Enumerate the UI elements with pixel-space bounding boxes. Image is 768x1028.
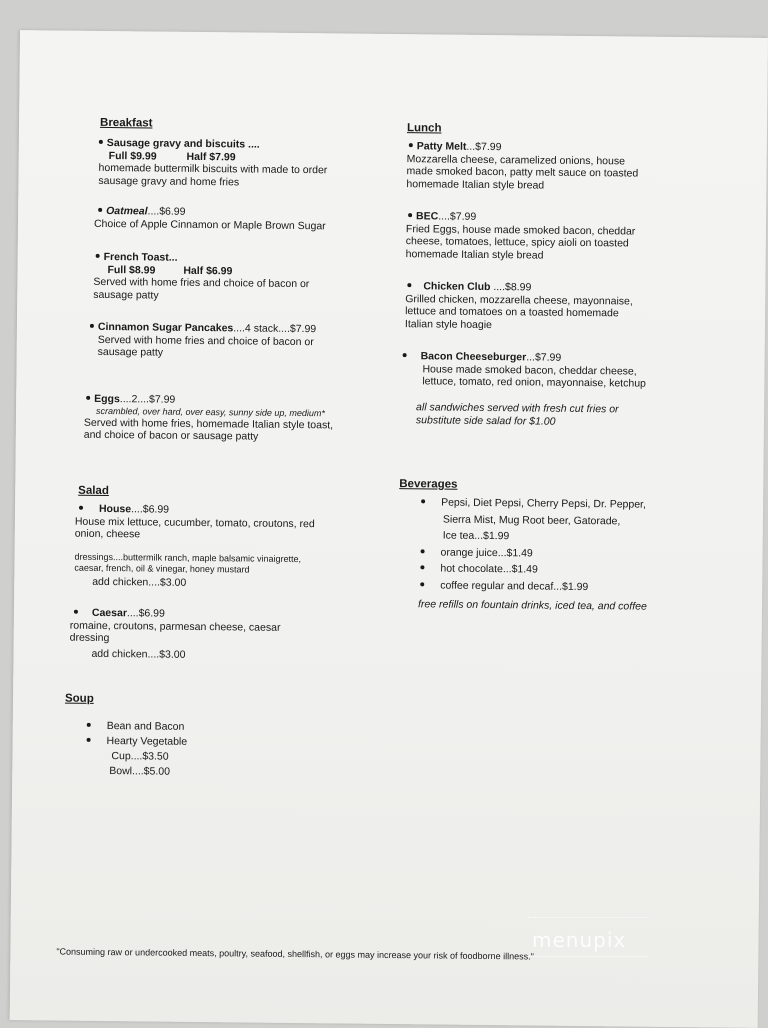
list-item: Bean and Bacon <box>87 719 188 735</box>
lunch-heading: Lunch <box>406 122 442 135</box>
bullet-icon <box>403 353 407 357</box>
menu-paper <box>10 30 768 1028</box>
sandwich-note: all sandwiches served with fresh cut fries or substitute side salad for $1.00 <box>415 401 619 428</box>
beverages-heading: Beverages <box>399 478 458 491</box>
breakfast-heading: Breakfast <box>99 116 153 130</box>
bullet-icon <box>87 723 91 727</box>
bullet-icon <box>407 283 411 287</box>
menu-item-sausage-gravy: Sausage gravy and biscuits .... Full $9.99 Half $7.99 homemade buttermilk biscuits with made to order sausage gravy and home fries <box>98 136 328 188</box>
menu-item-eggs: Eggs....2....$7.99 scrambled, over hard, over easy, sunny side up, medium* Served with home fries, homemade Italian style toast, and choice of bacon or sausage patty <box>83 392 334 443</box>
watermark-line <box>528 956 648 957</box>
salad-dressings: dressings....buttermilk ranch, maple balsamic vinaigrette, caesar, french, oil & vinegar, honey mustard <box>74 551 302 575</box>
bullet-icon <box>74 610 78 614</box>
soup-heading: Soup <box>64 692 94 705</box>
menu-item-chicken-club: Chicken Club ....$8.99 Grilled chicken, mozzarella cheese, mayonnaise, lettuce and tomatoes on a toasted homemade Italian style hoagie <box>404 280 633 331</box>
menu-item-bec: BEC....$7.99 Fried Eggs, house made smoked bacon, cheddar cheese, tomatoes, lettuce, spicy aioli on toasted homemade Italian style bread <box>405 210 636 262</box>
bullet-icon <box>86 396 90 400</box>
bullet-icon <box>98 208 102 212</box>
list-item: Hearty Vegetable <box>86 734 187 750</box>
bullet-icon <box>87 738 91 742</box>
salad-add-chicken: add chicken....$3.00 <box>92 575 187 589</box>
bullet-icon <box>79 506 83 510</box>
bullet-icon <box>420 565 424 569</box>
bullet-icon <box>408 213 412 217</box>
bullet-icon <box>421 549 425 553</box>
foodborne-illness-disclaimer: "Consuming raw or undercooked meats, poultry, seafood, shellfish, or eggs may increase your risk of foodborne illness." <box>56 946 534 962</box>
menu-item-house-salad: House....$6.99 House mix lettuce, cucumber, tomato, croutons, red onion, cheese <box>74 502 315 541</box>
bullet-icon <box>99 140 103 144</box>
watermark-logo: menupix <box>532 928 627 952</box>
menu-item-oatmeal: Oatmeal....$6.99 Choice of Apple Cinnamon or Maple Brown Sugar <box>93 204 326 232</box>
menu-item-bacon-cheeseburger: Bacon Cheeseburger...$7.99 House made smoked bacon, cheddar cheese, lettuce, tomato, red onion, mayonnaise, ketchup <box>402 350 674 390</box>
bullet-icon <box>96 254 100 258</box>
watermark-line <box>528 917 648 918</box>
refills-note: free refills on fountain drinks, iced tea, and coffee <box>417 598 647 613</box>
bullet-icon <box>409 143 413 147</box>
bullet-icon <box>421 499 425 503</box>
list-item: hot chocolate...$1.49 <box>420 560 645 579</box>
bullet-icon <box>90 324 94 328</box>
list-item: orange juice...$1.49 <box>420 544 645 563</box>
caesar-add-chicken: add chicken....$3.00 <box>91 647 186 661</box>
bullet-icon <box>420 582 424 586</box>
salad-heading: Salad <box>78 484 109 498</box>
menu-item-pancakes: Cinnamon Sugar Pancakes....4 stack....$7.99 Served with home fries and choice of bacon or sausage patty <box>90 321 317 361</box>
soup-list: Bean and Bacon Hearty Vegetable Cup....$3.50 Bowl....$5.00 <box>86 719 187 780</box>
list-item: Pepsi, Diet Pepsi, Cherry Pepsi, Dr. Pepper, <box>421 494 646 513</box>
menu-item-french-toast: French Toast... Full $8.99 Half $6.99 Served with home fries and choice of bacon or sausage patty <box>93 250 310 302</box>
menu-item-caesar-salad: Caesar....$6.99 romaine, croutons, parmesan cheese, caesar dressing <box>69 606 281 645</box>
beverages-list: Pepsi, Diet Pepsi, Cherry Pepsi, Dr. Pepper, Sierra Mist, Mug Root beer, Gatorade, Ice tea...$1.99 orange juice...$1.49 hot chocolate...$1.49 coffee regular and decaf...$1.99 <box>420 494 646 595</box>
list-item: coffee regular and decaf...$1.99 <box>420 577 645 596</box>
menu-item-patty-melt: Patty Melt...$7.99 Mozzarella cheese, caramelized onions, house made smoked bacon, patty melt sauce on toasted homemade Italian style bread <box>406 140 639 192</box>
